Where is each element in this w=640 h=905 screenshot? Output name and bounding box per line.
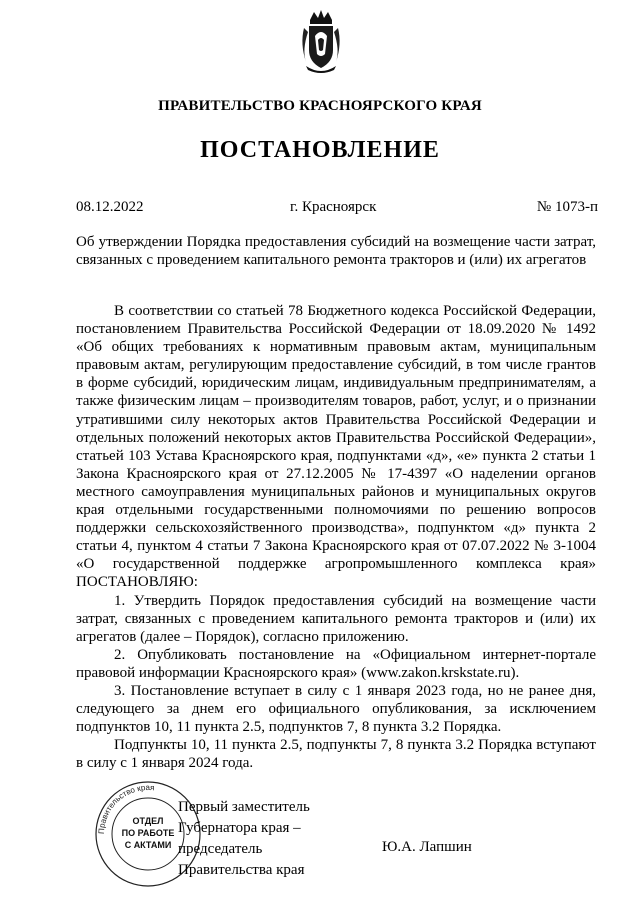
item-3-note-paragraph: Подпункты 10, 11 пункта 2.5, подпункты 7, 8 пункта 3.2 Порядка вступают в силу с 1 января 2024 года. — [76, 737, 596, 772]
document-type: ПОСТАНОВЛЕНИЕ — [200, 137, 440, 163]
document-number: № 1073-п — [536, 199, 598, 215]
document-date: 08.12.2022 — [76, 199, 144, 215]
document-city: г. Красноярск — [290, 199, 377, 215]
signatory-name: Ю.А. Лапшин — [382, 839, 472, 855]
stamp-line-3: С АКТАМИ — [124, 840, 172, 850]
item-1-paragraph: 1. Утвердить Порядок предоставления субсидий на возмещение части затрат, связанных с проведением капитального ремонта тракторов и (или) их агрегатов (далее – Порядок), согласно приложению. — [76, 592, 596, 645]
signatory-title — [178, 797, 310, 881]
stamp-ring-text: Правительство края — [96, 782, 155, 835]
stamp-line-1: ОТДЕЛ — [132, 816, 164, 826]
item-3-paragraph: 3. Постановление вступает в силу с 1 января 2023 года, но не ранее дня, следующего за днем его официального опубликования, за исключением подпунктов 10, 11 пункта 2.5, подпунктов 7, 8 пункта 3.2 Порядка. — [76, 682, 596, 736]
signatory-title-line-1: Первый заместитель — [178, 799, 310, 815]
signatory-title-line-2: Губернатора края – — [178, 820, 301, 836]
svg-text:Правительство края — [97, 783, 155, 834]
signatory-title-line-3: председатель — [178, 841, 263, 857]
item-2-paragraph: 2. Опубликовать постановление на «Официальном интернет-портале правовой информации Красноярского края» (www.zakon.krskstate.ru). — [76, 646, 596, 681]
coat-of-arms-icon — [298, 10, 344, 74]
document-body — [76, 302, 596, 772]
signatory-title-line-4: Правительства края — [178, 862, 305, 878]
stamp-line-2: ПО РАБОТЕ — [121, 828, 175, 838]
government-title: ПРАВИТЕЛЬСТВО КРАСНОЯРСКОГО КРАЯ — [158, 98, 482, 114]
document-subject: Об утверждении Порядка предоставления субсидий на возмещение части затрат, связанных с проведением капитального ремонта тракторов и (или) их агрегатов — [76, 234, 596, 268]
preamble-paragraph: В соответствии со статьей 78 Бюджетного кодекса Российской Федерации, постановлением Правительства Российской Федерации от 18.09.2020 № 1492 «Об общих требованиях к нормативным правовым актам, муниципальным правовым актам, регулирующим предоставление субсидий, в том числе грантов в форме субсидий, юридическим лицам, индивидуальным предпринимателям, а также физическим лицам – производителям товаров, работ, услуг, и о признании утратившими силу некоторых актов Правительства Российской Федерации и отдельных положений некоторых актов Правительства Российской Федерации», статьей 103 Устава Красноярского края, подпунктами «д», «е» пункта 2 статьи 1 Закона Красноярского края от 27.12.2005 № 17-4397 «О наделении органов местного самоуправления муниципальных районов и муниципальных округов края отдельными государственными полномочиями по решению вопросов поддержки сельскохозяйственного производства», подпунктом «д» пункта 2 статьи 4, пунктом 4 статьи 7 Закона Красноярского края от 07.07.2022 № 3-1004 «О государственной поддержке агропромышленного комплекса края» ПОСТАНОВЛЯЮ: — [76, 303, 596, 591]
